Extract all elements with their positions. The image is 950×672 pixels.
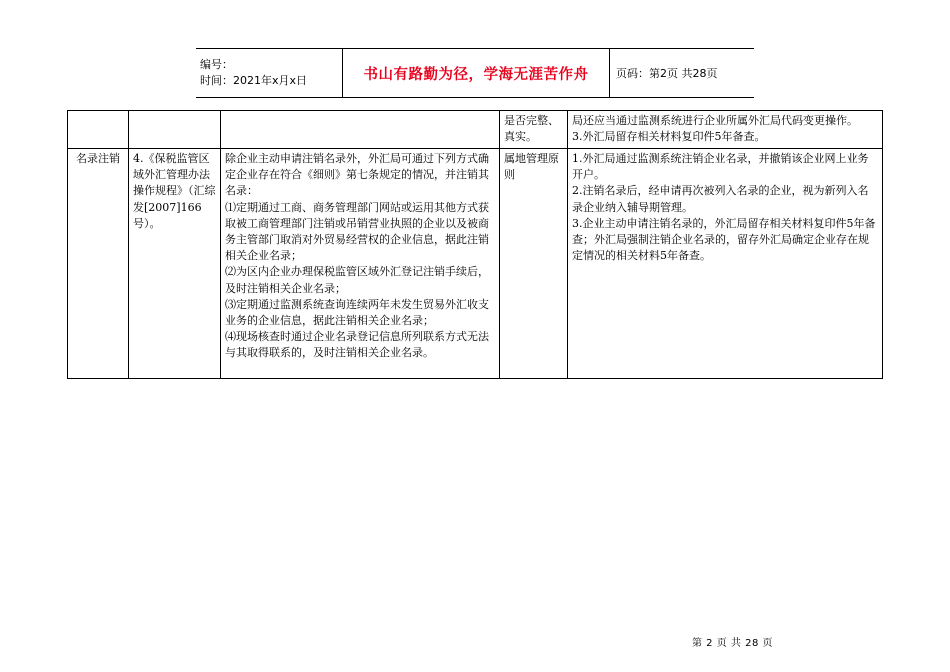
requirement-line: 局还应当通过监测系统进行企业所属外汇局代码变更操作。 — [572, 114, 858, 127]
page-footer: 第 2 页 共 28 页 — [692, 638, 773, 649]
cell-requirements — [568, 149, 883, 379]
cell-requirements-continued — [568, 111, 883, 149]
content-paragraph: ⑵为区内企业办理保税监管区域外汇登记注销手续后，及时注销相关企业名录； — [225, 265, 489, 295]
header-motto: 书山有路勤为径，学海无涯苦作舟 — [342, 49, 610, 97]
cell-principle: 属地管理原则 — [500, 149, 568, 379]
page-header — [196, 48, 754, 98]
requirement-line: 2.注销名录后，经申请再次被列入名录的企业，视为新列入名录企业纳入辅导期管理。 — [572, 184, 869, 214]
content-paragraph: ⑷现场核查时通过企业名录登记信息所列联系方式无法与其取得联系的，及时注销相关企业名录。 — [225, 330, 489, 360]
requirement-line: 3.企业主动申请注销名录的，外汇局留存相关材料复印件5年备查；外汇局强制注销企业名录的，留存外汇局确定企业存在规定情况的相关材料5年备查。 — [572, 216, 876, 263]
header-page-number: 页码：第2页 共28页 — [616, 67, 718, 80]
cell-regulation: 4.《保税监管区域外汇管理办法操作规程》（汇综发[2007]166号）。 — [129, 149, 221, 379]
requirement-line: 3.外汇局留存相关材料复印件5年备查。 — [572, 130, 766, 144]
cell-content — [221, 149, 500, 379]
table-row — [68, 111, 883, 149]
header-info — [196, 49, 342, 97]
cell-category: 名录注销 — [68, 149, 129, 379]
content-paragraph: ⑶定期通过监测系统查询连续两年未发生贸易外汇收支业务的企业信息，据此注销相关企业名录； — [225, 297, 489, 328]
table-row — [68, 149, 883, 379]
content-paragraph: ⑴定期通过工商、商务管理部门网站或运用其他方式获取被工商管理部门注销或吊销营业执照的企业以及被商务主管部门取消对外贸易经营权的企业信息，据此注销相关企业名录； — [225, 200, 489, 263]
cell-principle-continued: 是否完整、真实。 — [500, 111, 568, 149]
requirement-line: 1.外汇局通过监测系统注销企业名录，并撤销该企业网上业务开户。 — [572, 152, 869, 182]
time-label: 时间：2021年x月x日 — [200, 74, 308, 87]
content-paragraph: 除企业主动申请注销名录外，外汇局可通过下列方式确定企业存在符合《细则》第七条规定的情况，并注销其名录： — [225, 152, 489, 198]
regulation-table — [67, 110, 883, 379]
cell-content-continued — [221, 111, 500, 149]
cell-category-continued — [68, 111, 129, 149]
cell-regulation-continued — [129, 111, 221, 149]
serial-label: 编号： — [200, 58, 233, 71]
